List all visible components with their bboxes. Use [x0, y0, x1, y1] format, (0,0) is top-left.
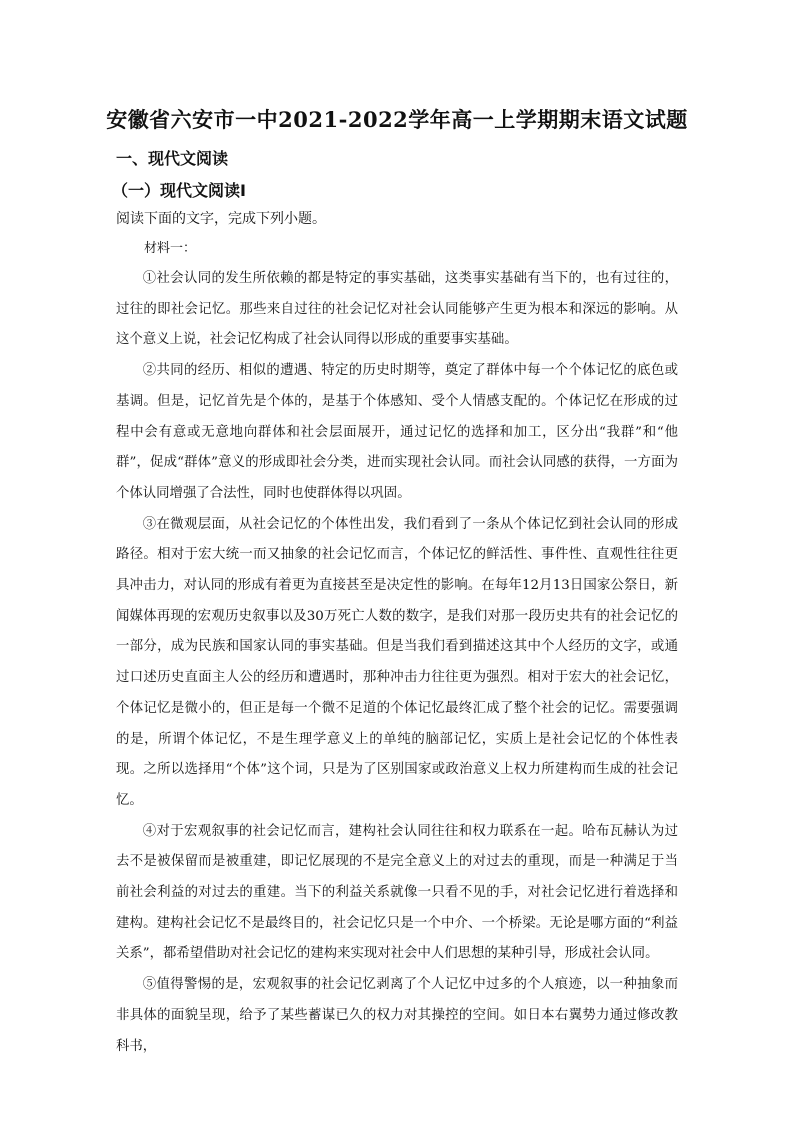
material-label: 材料一： — [144, 241, 197, 256]
subsection-heading: （一）现代文阅读Ⅰ — [112, 181, 246, 200]
paragraph-5: ⑤值得警惕的是，宏观叙事的社会记忆剥离了个人记忆中过多的个人痕迹，以一种抽象而非具体的面貌呈现，给予了某些蓄谋已久的权力对其操控的空间。如日本右翼势力通过修改教科书， — [116, 977, 678, 1054]
paragraph-1: ①社会认同的发生所依赖的都是特定的事实基础，这类事实基础有当下的，也有过往的，过往的即社会记忆。那些来自过往的社会记忆对社会认同能够产生更为根本和深远的影响。从这个意义上说，社会记忆构成了社会认同得以形成的重要事实基础。 — [116, 271, 678, 348]
document-title: 安徽省六安市一中2021-2022学年高一上学期期末语文试题 — [106, 107, 688, 132]
paragraph-4: ④对于宏观叙事的社会记忆而言，建构社会认同往往和权力联系在一起。哈布瓦赫认为过去不是被保留而是被重建，即记忆展现的不是完全意义上的对过去的重现，而是一种满足于当前社会利益的对过去的重建。当下的利益关系就像一只看不见的手，对社会记忆进行着选择和建构。建构社会记忆不是最终目的，社会记忆只是一个中介、一个桥梁。无论是哪方面的“利益关系”，都希望借助对社会记忆的建构来实现对社会中人们思想的某种引导，形成社会认同。 — [116, 823, 678, 962]
paragraph-2: ②共同的经历、相似的遭遇、特定的历史时期等，奠定了群体中每一个个体记忆的底色或基调。但是，记忆首先是个体的，是基于个体感知、受个人情感支配的。个体记忆在形成的过程中会有意或无意地向群体和社会层面展开，通过记忆的选择和加工，区分出“我群”和“他群”，促成“群体”意义的形成即社会分类，进而实现社会认同。而社会认同感的获得，一方面为个体认同增强了合法性，同时也使群体得以巩固。 — [116, 363, 678, 501]
section-heading: 一、现代文阅读 — [116, 149, 229, 168]
reading-instruction: 阅读下面的文字，完成下列小题。 — [116, 211, 326, 227]
paragraph-3: ③在微观层面，从社会记忆的个体性出发，我们看到了一条从个体记忆到社会认同的形成路径。相对于宏大统一而又抽象的社会记忆而言，个体记忆的鲜活性、事件性、直观性往往更具冲击力，对认同的形成有着更为直接甚至是决定性的影响。在每年12月13日国家公祭日，新闻媒体再现的宏观历史叙事以及30万死亡人数的数字，是我们对那一段历史共有的社会记忆的一部分，成为民族和国家认同的事实基础。但是当我们看到描述这其中个人经历的文字，或通过口述历史直面主人公的经历和遭遇时，那种冲击力往往更为强烈。相对于宏大的社会记忆，个体记忆是微小的，但正是每一个微不足道的个体记忆最终汇成了整个社会的记忆。需要强调的是，所谓个体记忆，不是生理学意义上的单纯的脑部记忆，实质上是社会记忆的个体性表现。之所以选择用“个体”这个词，只是为了区别国家或政治意义上权力所建构而生成的社会记忆。 — [116, 516, 678, 808]
passage-body — [116, 264, 678, 1062]
